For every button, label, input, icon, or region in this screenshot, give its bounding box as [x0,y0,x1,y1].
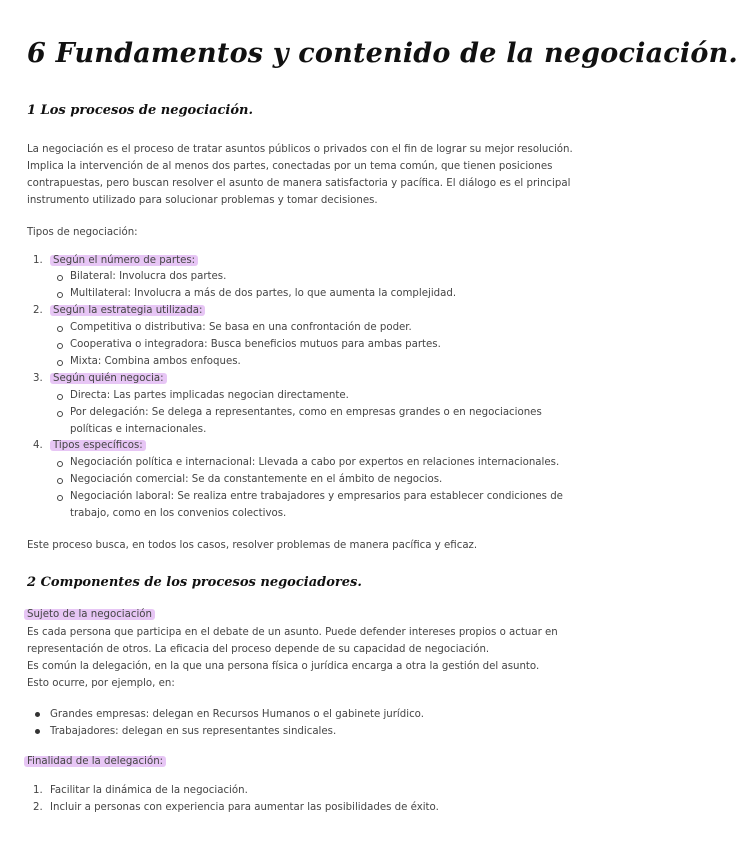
list-item: Competitiva o distributiva: Se basa en una confrontación de poder. [70,322,412,333]
highlight: Finalidad de la delegación: [24,756,166,767]
intro-line: Implica la intervención de al menos dos partes, conectadas por un tema común, que tienen posiciones [27,161,553,172]
list-number: 2. [33,305,43,316]
types-label: Tipos de negociación: [27,227,138,238]
circle-bullet-icon [57,275,63,281]
list-item: Negociación comercial: Se da constantemente en el ámbito de negocios. [70,474,443,485]
list-item: Directa: Las partes implicadas negocian directamente. [70,390,349,401]
list-number: 4. [33,440,43,451]
list-item: Negociación laboral: Se realiza entre trabajadores y empresarios para establecer condiciones de [70,491,563,502]
highlight: Según quién negocia: [50,373,167,384]
purpose-label [24,753,166,770]
page-title: 6 Fundamentos y contenido de la negociación. [27,38,738,69]
list-item-continuation: políticas e internacionales. [70,424,207,435]
type-label [50,252,198,269]
circle-bullet-icon [57,461,63,467]
subject-line: Es cada persona que participa en el debate de un asunto. Puede defender intereses propios o actuar en [27,627,558,638]
intro-line: La negociación es el proceso de tratar asuntos públicos o privados con el fin de lograr su mejor resolución. [27,144,573,155]
section-2-heading: 2 Componentes de los procesos negociadores. [27,575,362,590]
example-item: Grandes empresas: delegan en Recursos Humanos o el gabinete jurídico. [50,709,424,720]
list-item: Negociación política e internacional: Llevada a cabo por expertos en relaciones internacionales. [70,457,560,468]
circle-bullet-icon [57,411,63,417]
list-item: Cooperativa o integradora: Busca beneficios mutuos para ambas partes. [70,339,441,350]
circle-bullet-icon [57,343,63,349]
list-number: 1. [33,255,43,266]
type-label [50,302,205,319]
highlight: Según el número de partes: [50,255,198,266]
list-number: 3. [33,373,43,384]
example-item: Trabajadores: delegan en sus representantes sindicales. [50,726,337,737]
disc-bullet-icon [35,712,40,717]
section-1-heading: 1 Los procesos de negociación. [27,103,254,118]
subject-line: representación de otros. La eficacia del proceso depende de su capacidad de negociación. [27,644,490,655]
list-number: 2. [33,802,43,813]
circle-bullet-icon [57,292,63,298]
list-number: 1. [33,785,43,796]
highlight: Tipos específicos: [50,440,146,451]
closing-text: Este proceso busca, en todos los casos, resolver problemas de manera pacífica y eficaz. [27,540,478,551]
subject-line: Esto ocurre, por ejemplo, en: [27,678,175,689]
circle-bullet-icon [57,360,63,366]
type-label [50,437,146,454]
list-item: Multilateral: Involucra a más de dos partes, lo que aumenta la complejidad. [70,288,457,299]
list-item-continuation: trabajo, como en los convenios colectivos. [70,508,287,519]
subject-line: Es común la delegación, en la que una persona física o jurídica encarga a otra la gestión del asunto. [27,661,540,672]
circle-bullet-icon [57,326,63,332]
disc-bullet-icon [35,729,40,734]
highlight: Sujeto de la negociación [24,609,155,620]
purpose-item: Incluir a personas con experiencia para aumentar las posibilidades de éxito. [50,802,439,813]
purpose-item: Facilitar la dinámica de la negociación. [50,785,248,796]
type-label [50,370,167,387]
circle-bullet-icon [57,495,63,501]
highlight: Según la estrategia utilizada: [50,305,205,316]
list-item: Mixta: Combina ambos enfoques. [70,356,241,367]
list-item: Bilateral: Involucra dos partes. [70,271,227,282]
circle-bullet-icon [57,394,63,400]
intro-line: contrapuestas, pero buscan resolver el asunto de manera satisfactoria y pacífica. El diálogo es el principal [27,178,571,189]
circle-bullet-icon [57,478,63,484]
subject-label [24,606,155,623]
list-item: Por delegación: Se delega a representantes, como en empresas grandes o en negociaciones [70,407,542,418]
intro-line: instrumento utilizado para solucionar problemas y tomar decisiones. [27,195,378,206]
